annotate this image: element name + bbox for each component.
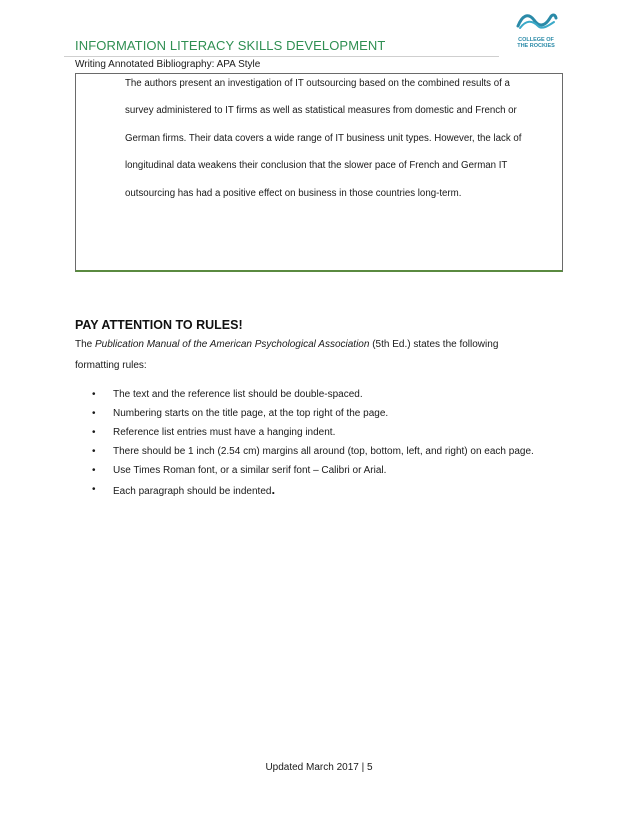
- list-item: [92, 389, 562, 408]
- list-item: [92, 427, 562, 446]
- manual-title: Publication Manual of the American Psychological Association: [95, 339, 370, 350]
- header-subtitle: Writing Annotated Bibliography: APA Style: [75, 59, 261, 70]
- list-item: [92, 446, 562, 465]
- bullet-icon: •: [92, 389, 96, 400]
- annotation-line: The authors present an investigation of IT outsourcing based on the combined results of a: [125, 78, 510, 89]
- rules-list: [92, 389, 562, 503]
- rules-heading: PAY ATTENTION TO RULES!: [75, 318, 243, 332]
- bullet-icon: •: [92, 427, 96, 438]
- intro-prefix: The: [75, 339, 96, 350]
- list-item-period: .: [271, 482, 276, 497]
- rules-intro: [75, 339, 535, 381]
- list-item: [92, 465, 562, 484]
- intro-suffix: (5th Ed.) states the following: [369, 339, 499, 350]
- college-logo: [508, 8, 564, 48]
- list-item-text: Use Times Roman font, or a similar serif font – Calibri or Arial.: [113, 465, 387, 476]
- annotation-line: survey administered to IT firms as well as statistical measures from domestic and French or: [125, 105, 517, 117]
- annotation-line: German firms. Their data covers a wide range of IT business unit types. However, the lack of: [125, 132, 522, 144]
- bullet-icon: •: [92, 484, 96, 495]
- mountain-logo-icon: [514, 8, 558, 32]
- header-title: INFORMATION LITERACY SKILLS DEVELOPMENT: [75, 38, 386, 53]
- list-item-text: Each paragraph should be indented: [113, 486, 272, 497]
- annotation-box: [75, 73, 563, 272]
- list-item: [92, 484, 562, 503]
- logo-line-1: COLLEGE OF: [518, 37, 554, 43]
- list-item: [92, 408, 562, 427]
- list-item-text: There should be 1 inch (2.54 cm) margins all around (top, bottom, left, and right) on each page.: [113, 446, 534, 457]
- annotation-line: longitudinal data weakens their conclusion that the slower pace of French and German IT: [125, 160, 508, 172]
- header-divider: [64, 56, 499, 57]
- bullet-icon: •: [92, 446, 96, 457]
- page-footer: Updated March 2017 | 5: [265, 762, 373, 773]
- annotation-text: [125, 77, 561, 214]
- list-item-text: The text and the reference list should be double-spaced.: [113, 389, 363, 400]
- logo-line-2: THE ROCKIES: [517, 43, 555, 49]
- bullet-icon: •: [92, 465, 96, 476]
- intro-line-2: formatting rules:: [75, 360, 147, 371]
- list-item-text: Reference list entries must have a hanging indent.: [113, 427, 336, 438]
- annotation-line: outsourcing has had a positive effect on business in those countries long-term.: [125, 187, 462, 199]
- bullet-icon: •: [92, 408, 96, 419]
- list-item-text: Numbering starts on the title page, at the top right of the page.: [113, 408, 389, 419]
